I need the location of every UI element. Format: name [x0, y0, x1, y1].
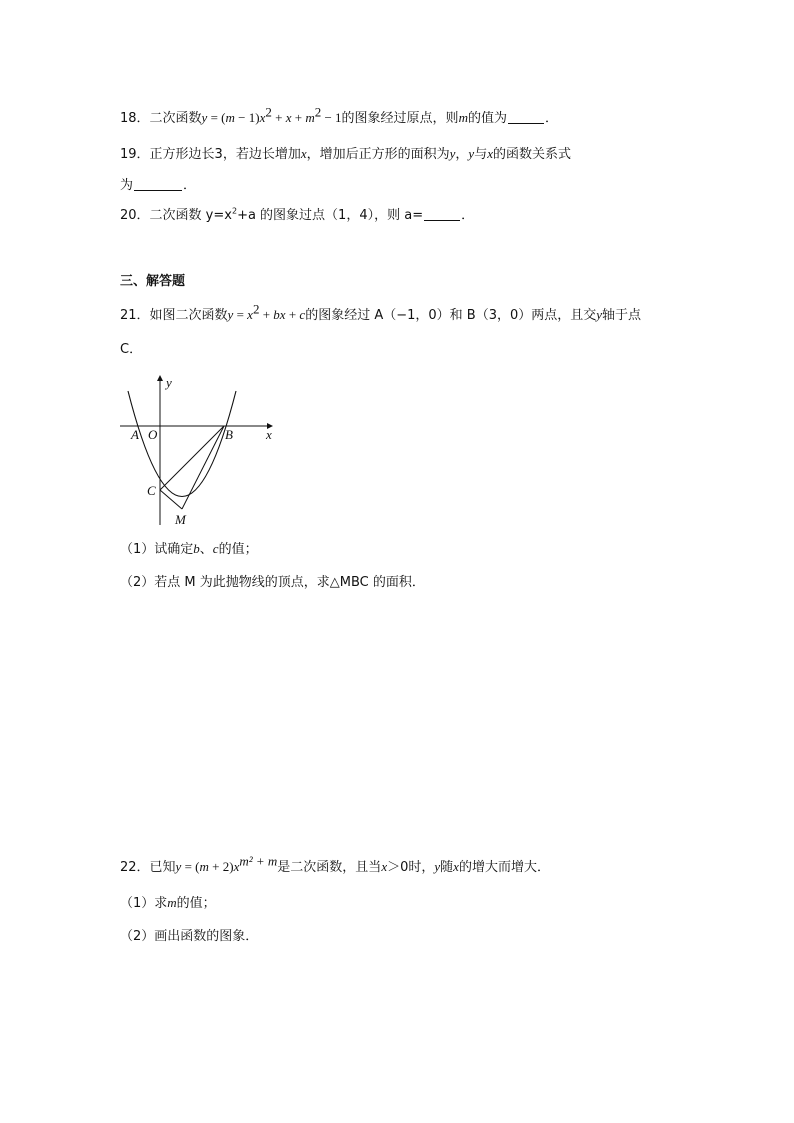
label-b: B [225, 427, 233, 442]
q21-part1-suffix: 的值； [218, 542, 258, 557]
q22-part2: （2）画出函数的图象． [120, 929, 259, 944]
q21-formula-y: y [227, 307, 234, 322]
question-21 [120, 301, 642, 326]
q21-part1-prefix: （1）试确定 [120, 542, 194, 557]
q18-end: ． [544, 111, 558, 126]
q22-var-x: x [381, 859, 388, 874]
q18-formula-exp: 2 [265, 104, 272, 120]
label-a: A [131, 427, 139, 442]
q21-part1 [120, 539, 258, 560]
section-title: 三、解答题 [120, 274, 186, 289]
q21-part2: （2）若点 M 为此抛物线的顶点，求△MBC 的面积． [120, 575, 425, 590]
q22-formula-m: m [199, 859, 209, 874]
q22-part1-prefix: （1）求 [120, 896, 168, 911]
q18-formula-plus: + [271, 110, 286, 125]
q18-formula-y: y [201, 110, 208, 125]
q19-prefix: 19．正方形边长3，若边长增加 [120, 147, 301, 162]
q22-text2: 是二次函数，且当 [277, 860, 382, 875]
parabola-figure [120, 373, 280, 528]
q22-formula-y: y [175, 859, 182, 874]
q18-formula-minus1: − 1) [234, 110, 260, 125]
q21-var-y: y [596, 307, 603, 322]
question-22 [120, 853, 550, 878]
q22-part1 [120, 893, 216, 914]
q18-formula-x: x [259, 110, 266, 125]
q20-exp: 2 [231, 206, 238, 216]
question-21-line2: C． [120, 342, 143, 357]
q18-formula-x2: x [285, 110, 292, 125]
q22-text5: 的增大而增大． [458, 860, 550, 875]
q21-prefix: 21．如图二次函数 [120, 308, 228, 323]
q19-end: ． [183, 178, 197, 193]
label-y: y [166, 375, 172, 390]
q18-formula-m2: m [305, 110, 315, 125]
q21-formula-plus2: + [285, 307, 300, 322]
parabola-curve [128, 391, 236, 497]
label-c: C [147, 483, 156, 498]
q19-text4: 与 [474, 147, 488, 162]
q19-var-y2: y [468, 146, 475, 161]
q18-middle: 的图象经过原点，则 [341, 111, 459, 126]
q19-text3: ， [455, 147, 469, 162]
q18-answer-blank[interactable] [508, 110, 544, 124]
q21-formula-c: c [299, 307, 306, 322]
label-o: O [148, 427, 158, 442]
question-19-line2 [120, 176, 196, 196]
q18-formula-end: − 1 [321, 110, 342, 125]
q20-end: ． [461, 208, 475, 223]
q21-part1-sep: 、 [199, 542, 213, 557]
q20-prefix: 20．二次函数 y=x [120, 208, 232, 223]
segment-mb [182, 426, 224, 509]
q20-answer-blank[interactable] [424, 207, 460, 221]
q18-formula-eq: = ( [207, 110, 226, 125]
label-m: M [175, 512, 186, 527]
q18-var-m: m [458, 110, 468, 125]
q22-prefix: 22．已知 [120, 860, 176, 875]
q22-part1-suffix: 的值； [176, 896, 216, 911]
q22-part1-m: m [167, 895, 177, 910]
q19-text5: 的函数关系式 [493, 147, 572, 162]
q21-formula-x: x [247, 307, 253, 322]
question-20 [120, 206, 474, 226]
q22-formula-eq: = ( [181, 859, 200, 874]
q21-formula-exp: 2 [252, 301, 260, 317]
q18-formula-plus2: + [291, 110, 306, 125]
q22-formula-plus2: + 2) [208, 859, 234, 874]
q19-var-x: x [300, 146, 307, 161]
question-19 [120, 144, 571, 165]
q21-formula-bx: bx [273, 307, 286, 322]
q22-formula-x: x [233, 859, 240, 874]
q18-formula-exp2: 2 [314, 104, 322, 120]
q18-prefix: 18．二次函数 [120, 111, 202, 126]
q21-formula-eq: = [233, 307, 248, 322]
q22-text4: 随 [440, 860, 454, 875]
q21-part1-b: b [193, 541, 200, 556]
q19-answer-blank[interactable] [134, 177, 182, 191]
q21-part1-c: c [212, 541, 219, 556]
q18-suffix: 的值为 [467, 111, 507, 126]
q22-var-y: y [434, 859, 441, 874]
q21-text2: 的图象经过 A（−1，0）和 B（3，0）两点，且交 [305, 308, 597, 323]
q18-formula-m: m [225, 110, 235, 125]
q19-text2: ，增加后正方形的面积为 [306, 147, 450, 162]
q22-var-x2: x [453, 859, 459, 874]
q22-text3: ＞0时， [387, 860, 435, 875]
q19-line2: 为 [120, 178, 134, 193]
segment-cm [160, 490, 182, 509]
q22-formula-exp: m² + m [239, 853, 278, 869]
q21-formula-plus: + [259, 307, 274, 322]
q19-var-x2: x [487, 146, 493, 161]
q19-var-y: y [449, 146, 456, 161]
label-x: x [266, 427, 272, 442]
q21-text3: 轴于点 [602, 308, 642, 323]
q20-suffix: +a 的图象过点（1，4），则 a= [237, 208, 424, 223]
question-18 [120, 104, 558, 129]
